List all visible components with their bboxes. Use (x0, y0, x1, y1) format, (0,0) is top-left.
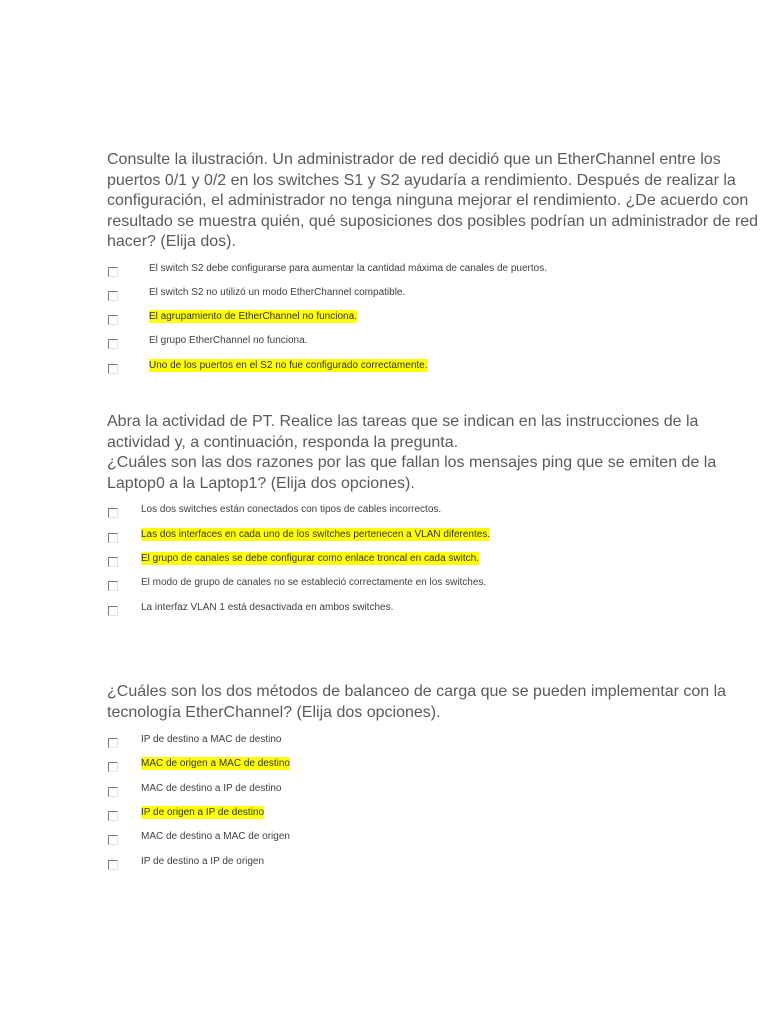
answer-option (0, 359, 768, 379)
answer-checkbox[interactable] (108, 581, 118, 591)
question-1-line: puertos 0/1 y 0/2 en los switches S1 y S2 ayudaría a rendimiento. Después de realizar la (107, 171, 736, 189)
answer-checkbox[interactable] (108, 267, 118, 277)
answer-option (0, 552, 768, 572)
answer-option (0, 782, 768, 802)
answer-label: MAC de destino a IP de destino (141, 783, 282, 794)
answer-option (0, 310, 768, 330)
answer-checkbox[interactable] (108, 787, 118, 797)
answer-checkbox[interactable] (108, 533, 118, 543)
answer-checkbox[interactable] (108, 835, 118, 845)
answer-label-highlighted: IP de origen a IP de destino (141, 807, 265, 818)
answer-label: Los dos switches están conectados con tipos de cables incorrectos. (141, 504, 442, 515)
answer-label-highlighted: El agrupamiento de EtherChannel no funciona. (149, 311, 357, 322)
answer-checkbox[interactable] (108, 606, 118, 616)
answer-option (0, 528, 768, 548)
answer-checkbox[interactable] (108, 811, 118, 821)
question-2-line: actividad y, a continuación, responda la pregunta. (107, 433, 459, 451)
answer-checkbox[interactable] (108, 364, 118, 374)
answer-label: IP de destino a IP de origen (141, 856, 265, 867)
question-1-line: Consulte la ilustración. Un administrador de red decidió que un EtherChannel entre los (107, 151, 721, 168)
answer-label-highlighted: Uno de los puertos en el S2 no fue configurado correctamente. (149, 360, 428, 371)
question-3-text (107, 682, 768, 723)
answer-option (0, 830, 768, 850)
question-1-line: resultado se muestra quién, qué suposiciones dos posibles podrían un administrador de red (107, 212, 759, 230)
question-1-text (107, 150, 768, 253)
answer-option (0, 757, 768, 777)
answer-label: La interfaz VLAN 1 está desactivada en ambos switches. (141, 602, 394, 613)
answer-label: IP de destino a MAC de destino (141, 734, 282, 745)
answer-option (0, 503, 768, 523)
question-1-line: configuración, el administrador no tenga ninguna mejorar el rendimiento. ¿De acuerdo con (107, 192, 749, 209)
question-3-line: ¿Cuáles son los dos métodos de balanceo de carga que se pueden implementar con la (107, 683, 727, 700)
question-1-line: hacer? (Elija dos). (107, 233, 236, 250)
question-2-text (107, 412, 768, 494)
answer-checkbox[interactable] (108, 508, 118, 518)
answer-option (0, 601, 768, 621)
answer-option (0, 334, 768, 354)
answer-label-highlighted: Las dos interfaces en cada uno de los switches pertenecen a VLAN diferentes. (141, 529, 491, 540)
question-2-line: Laptop0 a la Laptop1? (Elija dos opciones). (107, 474, 415, 492)
answer-checkbox[interactable] (108, 860, 118, 870)
answer-option (0, 576, 768, 596)
answer-option (0, 286, 768, 306)
answer-checkbox[interactable] (108, 339, 118, 349)
answer-checkbox[interactable] (108, 762, 118, 772)
question-3-line: tecnología EtherChannel? (Elija dos opciones). (107, 703, 441, 721)
answer-option (0, 733, 768, 753)
answer-label: MAC de destino a MAC de origen (141, 831, 290, 842)
answer-label-highlighted: El grupo de canales se debe configurar como enlace troncal en cada switch. (141, 553, 479, 564)
answer-checkbox[interactable] (108, 557, 118, 567)
question-2-line: ¿Cuáles son las dos razones por las que fallan los mensajes ping que se emiten de la (107, 454, 717, 471)
answer-label-highlighted: MAC de origen a MAC de destino (141, 758, 290, 769)
answer-checkbox[interactable] (108, 315, 118, 325)
answer-option (0, 262, 768, 282)
answer-checkbox[interactable] (108, 291, 118, 301)
answer-checkbox[interactable] (108, 738, 118, 748)
answer-label: El grupo EtherChannel no funciona. (149, 335, 308, 346)
answer-option (0, 855, 768, 875)
question-2-line: Abra la actividad de PT. Realice las tareas que se indican en las instrucciones de la (107, 413, 699, 430)
answer-option (0, 806, 768, 826)
answer-label: El switch S2 no utilizó un modo EtherChannel compatible. (149, 287, 406, 298)
answer-label: El modo de grupo de canales no se estableció correctamente en los switches. (141, 577, 487, 588)
answer-label: El switch S2 debe configurarse para aumentar la cantidad máxima de canales de puertos. (149, 263, 548, 274)
